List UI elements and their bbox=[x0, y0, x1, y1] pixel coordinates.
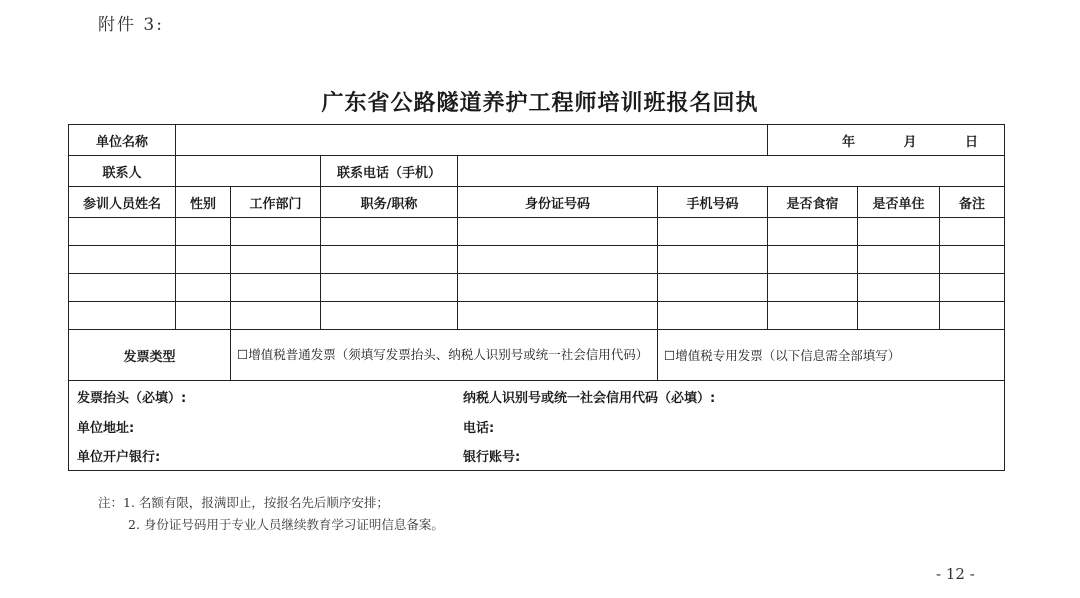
cell[interactable] bbox=[321, 274, 458, 302]
account-label: 银行账号: bbox=[463, 450, 521, 465]
header-board: 是否食宿 bbox=[768, 187, 858, 218]
page-number: - 12 - bbox=[936, 565, 975, 583]
cell[interactable] bbox=[321, 302, 458, 330]
note-2: 2. 身份证号码用于专业人员继续教育学习证明信息备案。 bbox=[128, 517, 444, 532]
cell[interactable] bbox=[658, 246, 768, 274]
cell[interactable] bbox=[768, 274, 858, 302]
note-1: 注：1. 名额有限，报满即止，按报名先后顺序安排； bbox=[98, 495, 389, 510]
unit-name-field[interactable] bbox=[176, 125, 768, 156]
cell[interactable] bbox=[69, 246, 176, 274]
contact-field[interactable] bbox=[176, 156, 321, 187]
cell[interactable] bbox=[69, 218, 176, 246]
notes bbox=[98, 492, 444, 536]
date-field[interactable] bbox=[768, 125, 1005, 156]
invoice-type-label: 发票类型 bbox=[69, 330, 231, 381]
year-label: 年 bbox=[841, 134, 855, 150]
registration-form-table bbox=[68, 124, 1005, 471]
cell[interactable] bbox=[658, 302, 768, 330]
cell[interactable] bbox=[458, 218, 658, 246]
row-unit-name bbox=[69, 125, 1005, 156]
participant-header-row bbox=[69, 187, 1005, 218]
tel-label: 电话: bbox=[463, 421, 495, 436]
cell[interactable] bbox=[231, 246, 321, 274]
row-contact bbox=[69, 156, 1005, 187]
header-remarks: 备注 bbox=[940, 187, 1005, 218]
cell[interactable] bbox=[940, 218, 1005, 246]
cell[interactable] bbox=[458, 302, 658, 330]
day-label: 日 bbox=[965, 134, 979, 150]
cell[interactable] bbox=[768, 246, 858, 274]
address-label: 单位地址: bbox=[77, 421, 135, 436]
invoice-info-block bbox=[69, 381, 1005, 471]
cell[interactable] bbox=[321, 246, 458, 274]
header-mobile: 手机号码 bbox=[658, 187, 768, 218]
participant-row bbox=[69, 274, 1005, 302]
cell[interactable] bbox=[858, 302, 940, 330]
participant-row bbox=[69, 302, 1005, 330]
cell[interactable] bbox=[858, 274, 940, 302]
cell[interactable] bbox=[69, 274, 176, 302]
participant-row bbox=[69, 218, 1005, 246]
header-department: 工作部门 bbox=[231, 187, 321, 218]
cell[interactable] bbox=[768, 302, 858, 330]
form-title: 广东省公路隧道养护工程师培训班报名回执 bbox=[321, 91, 759, 116]
invoice-option-special[interactable]: ☐增值税专用发票（以下信息需全部填写） bbox=[658, 330, 1005, 381]
cell[interactable] bbox=[458, 246, 658, 274]
cell[interactable] bbox=[69, 302, 176, 330]
header-gender: 性别 bbox=[176, 187, 231, 218]
row-invoice-info bbox=[69, 381, 1005, 471]
invoice-option-normal[interactable]: ☐增值税普通发票（须填写发票抬头、纳税人识别号或统一社会信用代码） bbox=[231, 330, 658, 381]
header-position: 职务/职称 bbox=[321, 187, 458, 218]
cell[interactable] bbox=[658, 274, 768, 302]
cell[interactable] bbox=[940, 302, 1005, 330]
phone-label: 联系电话（手机） bbox=[321, 156, 458, 187]
cell[interactable] bbox=[658, 218, 768, 246]
bank-label: 单位开户银行: bbox=[77, 450, 161, 465]
cell[interactable] bbox=[940, 274, 1005, 302]
cell[interactable] bbox=[231, 218, 321, 246]
cell[interactable] bbox=[940, 246, 1005, 274]
contact-label: 联系人 bbox=[69, 156, 176, 187]
cell[interactable] bbox=[768, 218, 858, 246]
header-id-number: 身份证号码 bbox=[458, 187, 658, 218]
cell[interactable] bbox=[321, 218, 458, 246]
header-name: 参训人员姓名 bbox=[69, 187, 176, 218]
cell[interactable] bbox=[176, 302, 231, 330]
tax-id-label: 纳税人识别号或统一社会信用代码（必填）: bbox=[463, 391, 716, 406]
cell[interactable] bbox=[858, 246, 940, 274]
header-single-room: 是否单住 bbox=[858, 187, 940, 218]
month-label: 月 bbox=[903, 134, 917, 150]
cell[interactable] bbox=[231, 274, 321, 302]
cell[interactable] bbox=[458, 274, 658, 302]
cell[interactable] bbox=[231, 302, 321, 330]
participant-row bbox=[69, 246, 1005, 274]
invoice-title-label: 发票抬头（必填）: bbox=[77, 391, 187, 406]
cell[interactable] bbox=[858, 218, 940, 246]
attachment-label: 附件 3: bbox=[98, 15, 164, 35]
phone-field[interactable] bbox=[458, 156, 1005, 187]
unit-name-label: 单位名称 bbox=[69, 125, 176, 156]
cell[interactable] bbox=[176, 274, 231, 302]
cell[interactable] bbox=[176, 218, 231, 246]
cell[interactable] bbox=[176, 246, 231, 274]
row-invoice-type bbox=[69, 330, 1005, 381]
